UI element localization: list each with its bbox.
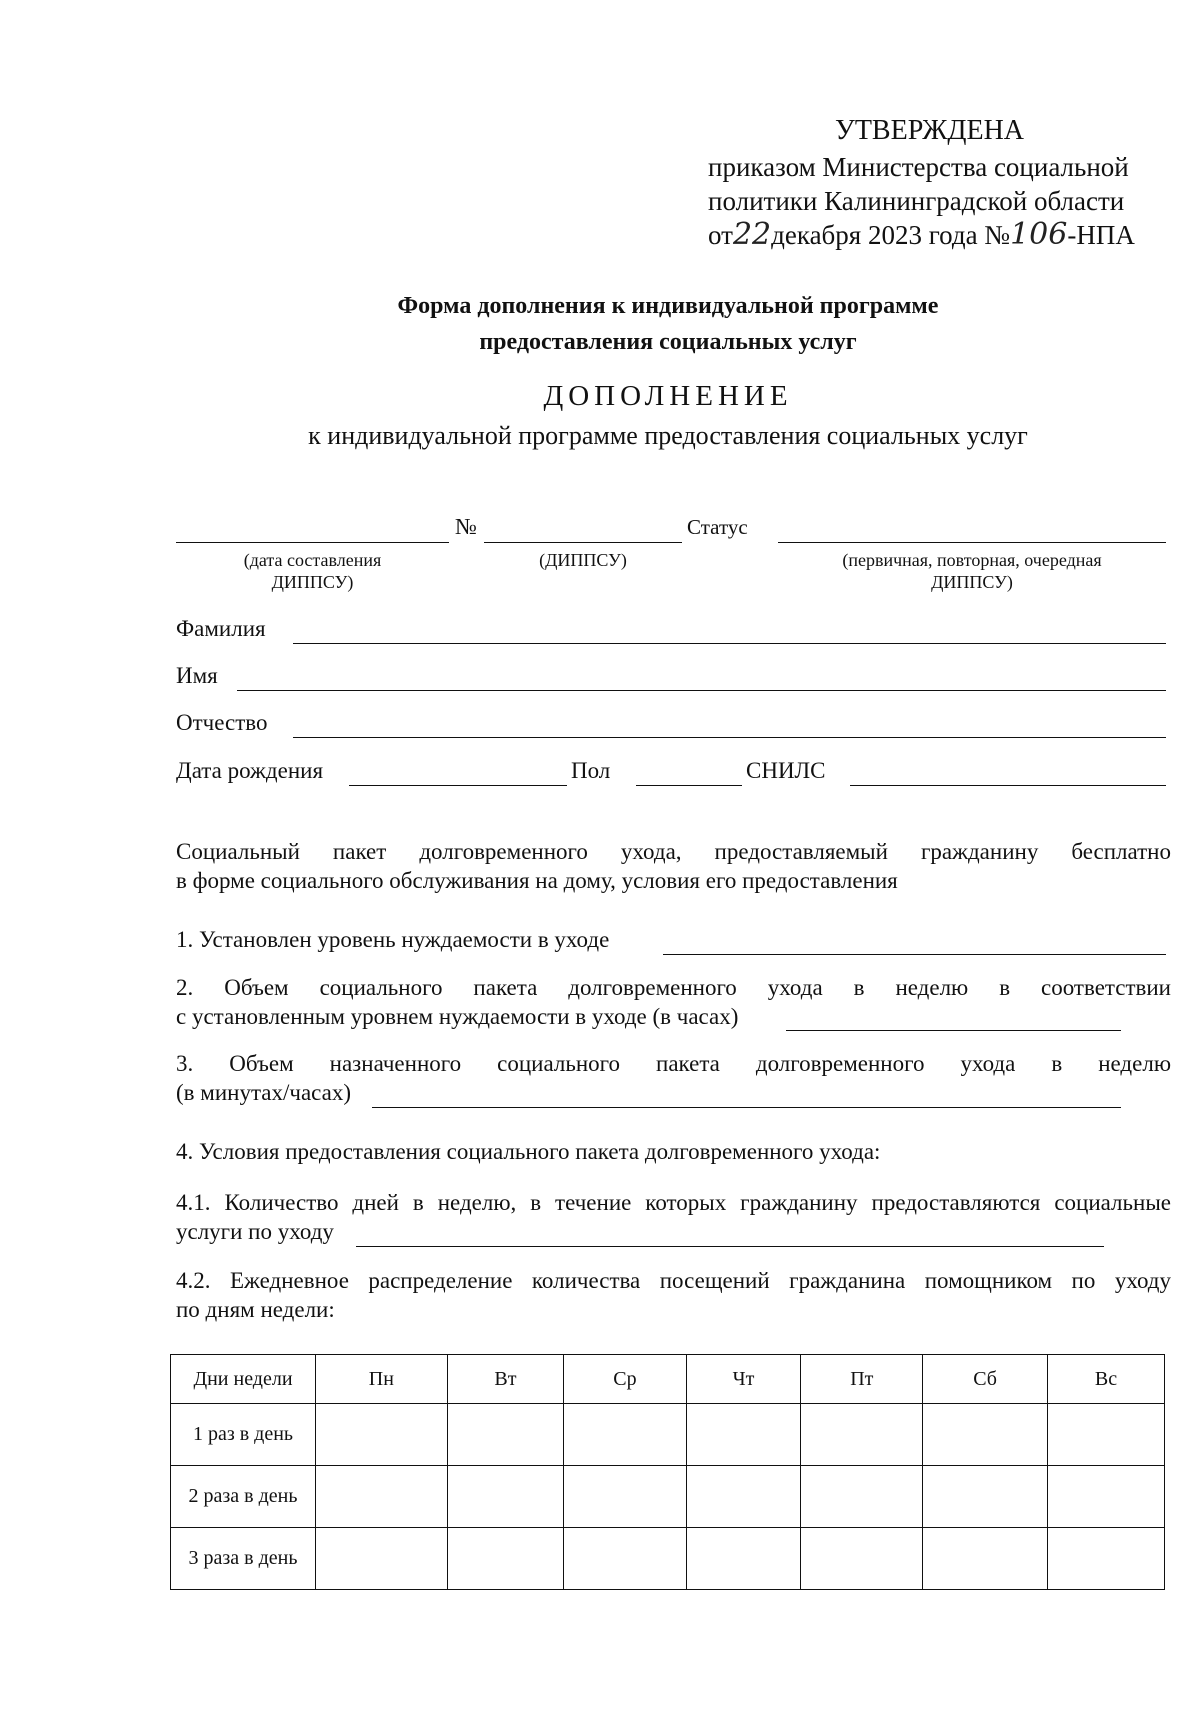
date-field-line[interactable] (176, 542, 449, 543)
number-sign: № (455, 514, 477, 539)
intro-line-2: в форме социального обслуживания на дому, условия его предоставления (176, 868, 898, 893)
table-header-row (171, 1355, 1165, 1404)
table-cell[interactable] (1047, 1528, 1164, 1590)
date-prefix: от (708, 220, 733, 250)
header-wednesday: Ср (564, 1355, 687, 1404)
table-cell[interactable] (447, 1404, 563, 1466)
row-label: 2 раза в день (171, 1466, 316, 1528)
row-label: 1 раз в день (171, 1404, 316, 1466)
form-title-line-1: Форма дополнения к индивидуальной программе (397, 293, 939, 319)
item-3-line-2: (в минутах/часах) (176, 1080, 352, 1105)
handwritten-number: 106 (1010, 217, 1068, 252)
item-4-1-line-2: услуги по уходу (176, 1219, 334, 1244)
table-row (171, 1466, 1165, 1528)
table-cell[interactable] (686, 1528, 801, 1590)
table-cell[interactable] (923, 1528, 1048, 1590)
patronymic-label: Отчество (176, 710, 268, 735)
item-3-field-line[interactable] (372, 1107, 1121, 1108)
sex-label: Пол (571, 758, 611, 783)
table-cell[interactable] (564, 1404, 687, 1466)
item-4-label: 4. Условия предоставления социального пакета долговременного ухода: (176, 1139, 881, 1164)
item-4-1-field-line[interactable] (356, 1246, 1104, 1247)
approval-date-line (708, 217, 1135, 252)
name-field-line[interactable] (237, 690, 1166, 691)
birthdate-field-line[interactable] (349, 785, 567, 786)
handwritten-day: 22 (732, 217, 772, 252)
item-4-2-line-2: по дням недели: (176, 1297, 335, 1322)
intro-line-1: Социальный пакет долговременного ухода, предоставляемый гражданину бесплатно (176, 839, 1171, 864)
table-cell[interactable] (686, 1404, 801, 1466)
sex-field-line[interactable] (636, 785, 742, 786)
table-cell[interactable] (801, 1466, 923, 1528)
form-title-line-2: предоставления социальных услуг (479, 329, 857, 355)
row-label: 3 раза в день (171, 1528, 316, 1590)
table-cell[interactable] (923, 1404, 1048, 1466)
header-saturday: Сб (923, 1355, 1048, 1404)
header-friday: Пт (801, 1355, 923, 1404)
table-cell[interactable] (923, 1466, 1048, 1528)
status-caption (778, 549, 1166, 593)
status-caption-line-1: (первичная, повторная, очередная (842, 550, 1102, 570)
date-caption-line-2: ДИППСУ) (271, 572, 354, 592)
birthdate-label: Дата рождения (176, 758, 324, 783)
table-row (171, 1528, 1165, 1590)
doc-title: ДОПОЛНЕНИЕ (543, 380, 793, 412)
item-2-field-line[interactable] (786, 1030, 1121, 1031)
name-label: Имя (176, 663, 218, 688)
item-4-1-line-1: 4.1. Количество дней в неделю, в течение которых гражданину предоставляются социальные (176, 1190, 1171, 1215)
header-thursday: Чт (686, 1355, 801, 1404)
table-cell[interactable] (316, 1528, 448, 1590)
table-cell[interactable] (564, 1528, 687, 1590)
item-1-field-line[interactable] (663, 954, 1166, 955)
table-cell[interactable] (447, 1528, 563, 1590)
snils-label: СНИЛС (746, 758, 826, 783)
table-cell[interactable] (564, 1466, 687, 1528)
item-2-line-2: с установленным уровнем нуждаемости в уходе (в часах) (176, 1004, 739, 1029)
table-cell[interactable] (1047, 1404, 1164, 1466)
approval-title: УТВЕРЖДЕНА (835, 115, 1025, 146)
table-cell[interactable] (316, 1404, 448, 1466)
number-suffix: -НПА (1067, 220, 1135, 250)
snils-field-line[interactable] (850, 785, 1166, 786)
item-2-line-1: 2. Объем социального пакета долговременного ухода в неделю в соответствии (176, 975, 1171, 1000)
approval-line-2: политики Калининградской области (708, 186, 1125, 216)
date-caption (176, 549, 449, 593)
table-cell[interactable] (801, 1528, 923, 1590)
approval-line-1: приказом Министерства социальной (708, 152, 1129, 182)
header-sunday: Вс (1047, 1355, 1164, 1404)
table-row (171, 1404, 1165, 1466)
date-caption-line-1: (дата составления (243, 550, 382, 570)
surname-field-line[interactable] (293, 643, 1166, 644)
table-cell[interactable] (447, 1466, 563, 1528)
date-middle: декабря 2023 года № (771, 220, 1011, 250)
table-cell[interactable] (686, 1466, 801, 1528)
header-monday: Пн (316, 1355, 448, 1404)
status-caption-line-2: ДИППСУ) (931, 572, 1013, 592)
item-4-2-line-1: 4.2. Ежедневное распределение количества посещений гражданина помощником по уходу (176, 1268, 1171, 1293)
status-label: Статус (687, 515, 748, 539)
doc-subtitle: к индивидуальной программе предоставления социальных услуг (308, 421, 1028, 450)
patronymic-field-line[interactable] (293, 737, 1166, 738)
table-cell[interactable] (1047, 1466, 1164, 1528)
table-cell[interactable] (316, 1466, 448, 1528)
header-tuesday: Вт (447, 1355, 563, 1404)
item-1-label: 1. Установлен уровень нуждаемости в уходе (176, 927, 610, 952)
header-days-of-week: Дни недели (171, 1355, 316, 1404)
item-3-line-1: 3. Объем назначенного социального пакета долговременного ухода в неделю (176, 1051, 1171, 1076)
status-field-line[interactable] (778, 542, 1166, 543)
number-field-line[interactable] (484, 542, 682, 543)
number-caption: (ДИППСУ) (539, 550, 627, 570)
schedule-table (170, 1354, 1165, 1590)
surname-label: Фамилия (176, 616, 266, 641)
form-title (0, 288, 1200, 360)
table-cell[interactable] (801, 1404, 923, 1466)
